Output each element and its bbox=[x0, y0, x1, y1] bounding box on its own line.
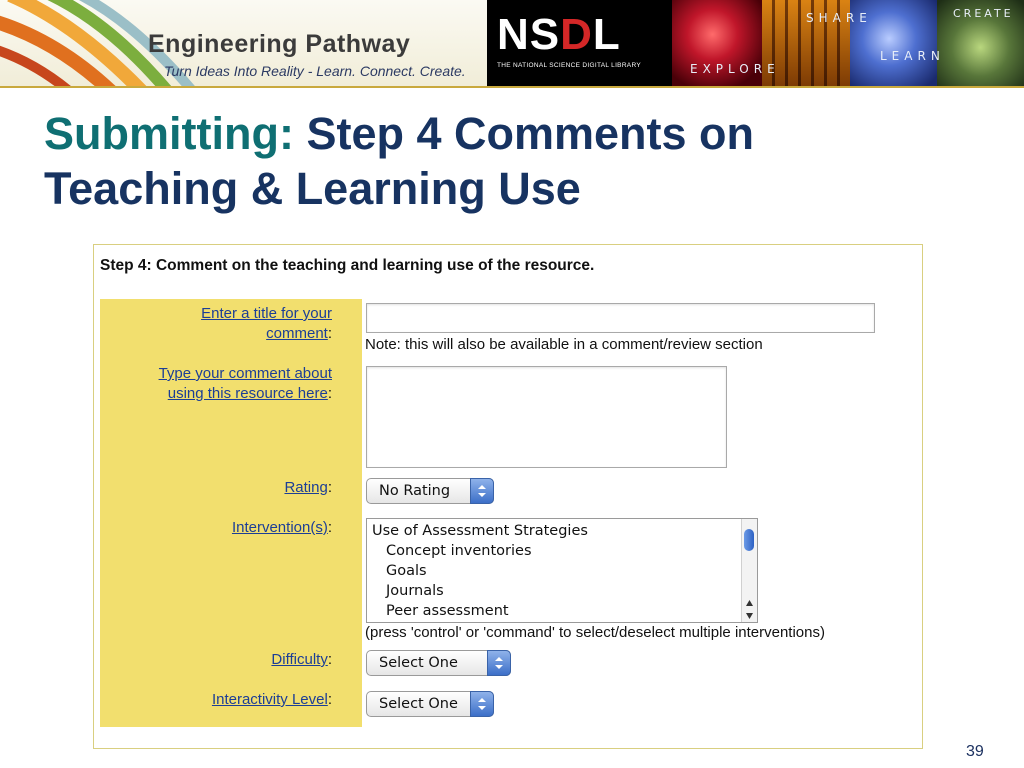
comment-text-area[interactable] bbox=[366, 366, 727, 468]
colon: : bbox=[327, 651, 332, 668]
step-heading: Step 4: Comment on the teaching and learning use of the resource. bbox=[100, 257, 595, 274]
slide-title-line1: Step 4 Comments on bbox=[293, 108, 755, 159]
nsdl-wordmark-ns: NS bbox=[497, 10, 561, 59]
comment-text-help-link[interactable]: Type your comment about bbox=[158, 365, 332, 382]
list-item[interactable]: Use of Assessment Strategies bbox=[372, 523, 588, 539]
banner-word-learn: LEARN bbox=[880, 49, 945, 63]
rating-help-link[interactable]: Rating bbox=[284, 479, 328, 496]
difficulty-select-value: Select One bbox=[379, 655, 458, 671]
engineering-pathway-title: Engineering Pathway bbox=[148, 30, 411, 58]
list-item[interactable]: Goals bbox=[386, 563, 427, 579]
comment-title-note: Note: this will also be available in a comment/review section bbox=[365, 336, 763, 353]
interactivity-select[interactable] bbox=[366, 691, 494, 717]
difficulty-label bbox=[271, 650, 332, 670]
colon: : bbox=[327, 385, 332, 402]
nsdl-subtitle: THE NATIONAL SCIENCE DIGITAL LIBRARY bbox=[497, 62, 641, 69]
list-item[interactable]: Journals bbox=[386, 583, 444, 599]
select-arrows-icon bbox=[470, 478, 494, 504]
banner-word-share: SHARE bbox=[806, 11, 872, 25]
colon: : bbox=[327, 479, 332, 496]
rating-select-value: No Rating bbox=[379, 483, 451, 499]
select-arrows-icon bbox=[487, 650, 511, 676]
comment-title-input[interactable] bbox=[366, 303, 875, 333]
comment-title-label bbox=[201, 304, 332, 344]
interventions-help-link[interactable]: Intervention(s) bbox=[231, 519, 328, 536]
interventions-hint: (press 'control' or 'command' to select/deselect multiple interventions) bbox=[365, 624, 825, 641]
difficulty-help-link[interactable]: Difficulty bbox=[271, 651, 328, 668]
comment-text-help-link-2[interactable]: using this resource here bbox=[167, 385, 328, 402]
nsdl-logo bbox=[487, 0, 672, 86]
banner-word-explore: EXPLORE bbox=[690, 62, 780, 76]
nsdl-wordmark-l: L bbox=[592, 10, 621, 59]
comment-text-label bbox=[159, 364, 332, 404]
rating-select[interactable] bbox=[366, 478, 494, 504]
engineering-pathway-tagline: Turn Ideas Into Reality - Learn. Connect. Create. bbox=[164, 63, 466, 79]
colon: : bbox=[327, 691, 332, 708]
nsdl-wordmark bbox=[497, 10, 621, 60]
rating-label bbox=[284, 478, 332, 498]
banner-word-create: CREATE bbox=[953, 7, 1014, 20]
page-number: 39 bbox=[966, 743, 984, 760]
difficulty-select[interactable] bbox=[366, 650, 511, 676]
scroll-down-icon[interactable] bbox=[745, 611, 754, 620]
comment-title-help-link[interactable]: Enter a title for your bbox=[201, 305, 332, 322]
interventions-label bbox=[232, 518, 332, 538]
banner-divider bbox=[0, 86, 1024, 88]
slide-title-line2: Teaching & Learning Use bbox=[44, 163, 581, 214]
list-item[interactable]: Concept inventories bbox=[386, 543, 532, 559]
interventions-listbox[interactable] bbox=[366, 518, 758, 623]
scroll-up-icon[interactable] bbox=[745, 599, 754, 608]
slide-title-accent: Submitting: bbox=[44, 108, 294, 159]
listbox-scrollbar[interactable] bbox=[741, 519, 757, 622]
scrollbar-thumb[interactable] bbox=[744, 529, 754, 551]
list-item[interactable]: Peer assessment bbox=[386, 603, 509, 619]
interactivity-select-value: Select One bbox=[379, 696, 458, 712]
engineering-pathway-logo bbox=[0, 0, 487, 86]
slide-title bbox=[44, 106, 754, 216]
colon: : bbox=[327, 519, 332, 536]
colon: : bbox=[327, 325, 332, 342]
select-arrows-icon bbox=[470, 691, 494, 717]
nsdl-wordmark-d: D bbox=[560, 10, 593, 59]
comment-title-help-link-2[interactable]: comment bbox=[266, 325, 328, 342]
interactivity-label bbox=[212, 690, 332, 710]
header-banner bbox=[0, 0, 1024, 87]
interactivity-help-link[interactable]: Interactivity Level bbox=[211, 691, 328, 708]
